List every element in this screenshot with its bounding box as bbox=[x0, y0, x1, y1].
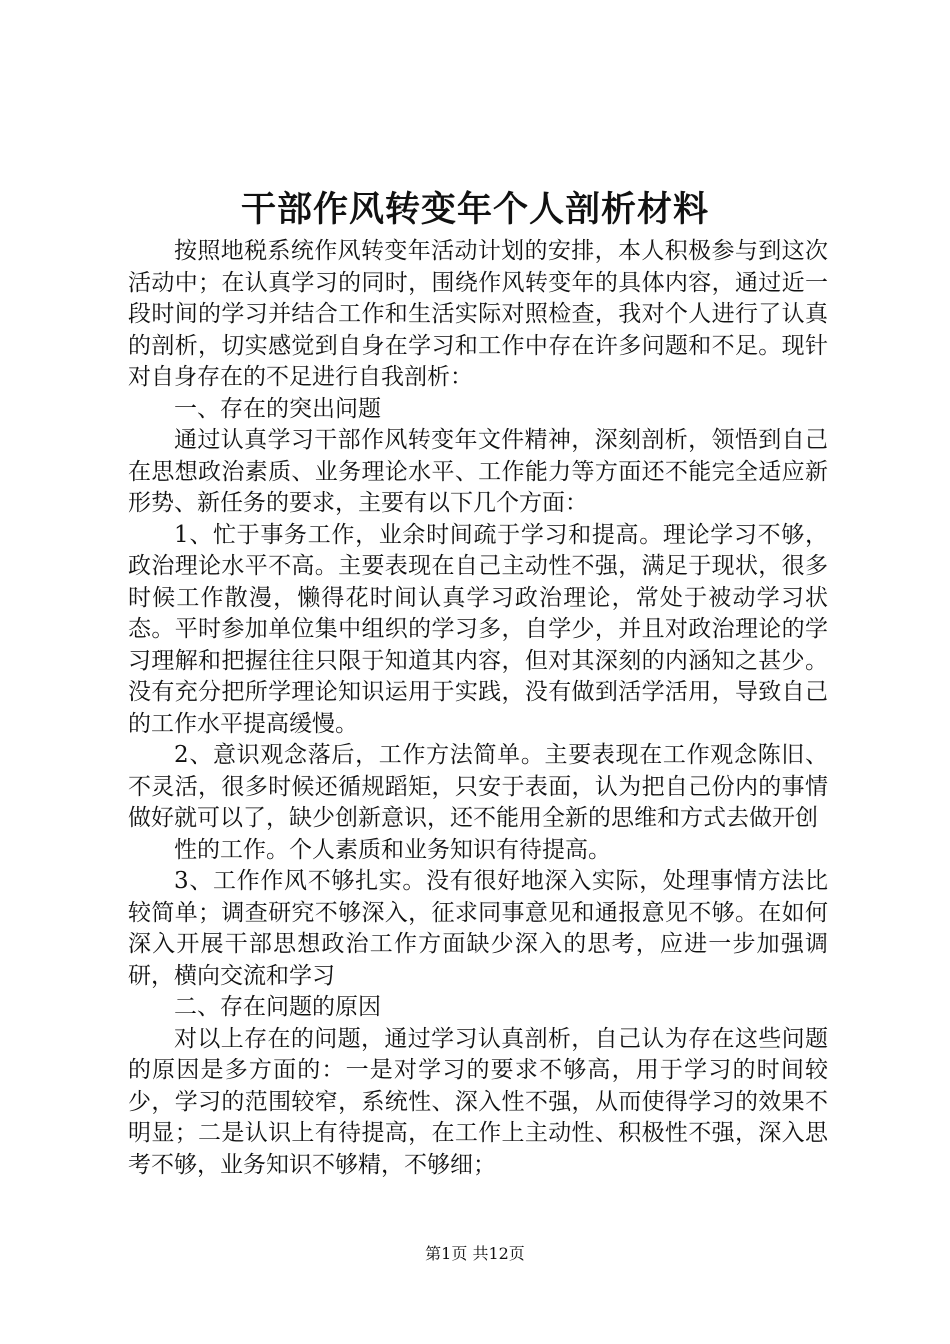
paragraph-section-1-intro: 通过认真学习干部作风转变年文件精神，深刻剖析，领悟到自己在思想政治素质、业务理论水平、工作能力等方面还不能完全适应新形势、新任务的要求，主要有以下几个方面： bbox=[128, 427, 828, 516]
paragraph-issue-2: 2、意识观念落后，工作方法简单。主要表现在工作观念陈旧、不灵活，很多时候还循规蹈矩，只安于表面，认为把自己份内的事情做好就可以了，缺少创新意识，还不能用全新的思维和方式去做开创 bbox=[128, 742, 828, 831]
section-heading-1: 一、存在的突出问题 bbox=[174, 395, 381, 422]
document-body bbox=[128, 236, 828, 1181]
paragraph-issue-1: 1、忙于事务工作，业余时间疏于学习和提高。理论学习不够，政治理论水平不高。主要表现在自己主动性不强，满足于现状，很多时候工作散漫，懒得花时间认真学习政治理论，常处于被动学习状态。平时参加单位集中组织的学习多，自学少，并且对政治理论的学习理解和把握往往只限于知道其内容，但对其深刻的内涵知之甚少。没有充分把所学理论知识运用于实践，没有做到活学活用，导致自己的工作水平提高缓慢。 bbox=[128, 521, 828, 737]
section-heading-2: 二、存在问题的原因 bbox=[174, 994, 381, 1020]
paragraph-intro: 按照地税系统作风转变年活动计划的安排，本人积极参与到这次活动中；在认真学习的同时，围绕作风转变年的具体内容，通过近一段时间的学习并结合工作和生活实际对照检查，我对个人进行了认真的剖析，切实感觉到自身在学习和工作中存在许多问题和不足。现针对自身存在的不足进行自我剖析： bbox=[128, 238, 828, 390]
document-title: 干部作风转变年个人剖析材料 bbox=[240, 189, 709, 230]
page-number-footer: 第1页 共12页 bbox=[425, 1244, 525, 1263]
paragraph-issue-3: 3、工作作风不够扎实。没有很好地深入实际，处理事情方法比较简单；调查研究不够深入，征求同事意见和通报意见不够。在如何深入开展干部思想政治工作方面缺少深入的思考，应进一步加强调研，横向交流和学习 bbox=[128, 868, 828, 989]
paragraph-causes: 对以上存在的问题，通过学习认真剖析，自己认为存在这些问题的原因是多方面的：一是对学习的要求不够高，用于学习的时间较少，学习的范围较窄，系统性、深入性不强，从而使得学习的效果不明显；二是认识上有待提高，在工作上主动性、积极性不强，深入思考不够，业务知识不够精，不够细； bbox=[128, 1025, 828, 1178]
paragraph-issue-2-continued: 性的工作。个人素质和业务知识有待提高。 bbox=[174, 836, 611, 863]
